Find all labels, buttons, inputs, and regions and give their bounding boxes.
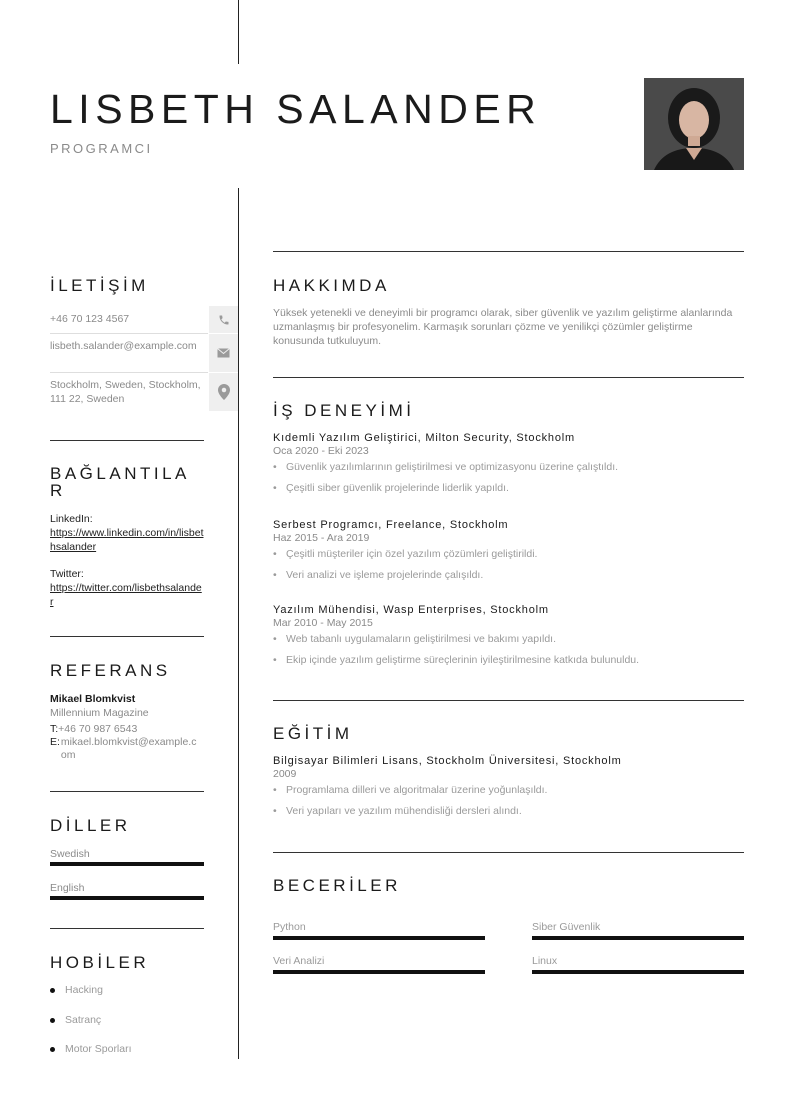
contact-heading: İLETİŞİM — [50, 276, 149, 295]
top-vertical-rule — [238, 0, 239, 64]
skill-name: Siber Güvenlik — [532, 921, 601, 933]
reference-phone-label: T: — [50, 723, 59, 735]
reference-phone: +46 70 987 6543 — [58, 723, 138, 735]
bullet-dot — [50, 1047, 55, 1052]
reference-name: Mikael Blomkvist — [50, 693, 136, 705]
skill-level-bar — [273, 936, 485, 940]
candidate-title: PROGRAMCI — [50, 141, 153, 156]
reference-email: mikael.blomkvist@example.com — [60, 736, 197, 761]
link-label: Twitter: — [50, 568, 84, 580]
link-twitter — [50, 567, 205, 609]
profile-photo — [644, 78, 744, 170]
job-title: Kıdemli Yazılım Geliştirici, Milton Security, Stockholm — [273, 432, 575, 444]
job-bullet: • Güvenlik yazılımlarının geliştirilmesi ve optimizasyonu üzerine çalıştıldı. — [273, 460, 743, 474]
job-bullet: • Veri analizi ve işleme projelerinde çalışıldı. — [273, 568, 743, 582]
about-top-rule — [273, 251, 744, 252]
hobby-label: Motor Sporları — [65, 1043, 132, 1055]
job-date: Haz 2015 - Ara 2019 — [273, 532, 370, 544]
skill-name: Veri Analizi — [273, 955, 325, 967]
job-entry — [273, 432, 743, 495]
contact-divider — [50, 440, 204, 441]
job-entry — [273, 519, 743, 582]
contact-phone: +46 70 123 4567 — [50, 313, 130, 325]
reference-company: Millennium Magazine — [50, 707, 149, 719]
language-level-bar — [50, 896, 204, 900]
skill-name: Python — [273, 921, 306, 933]
candidate-name: LISBETH SALANDER — [50, 86, 542, 132]
languages-divider — [50, 928, 204, 929]
about-heading: HAKKIMDA — [273, 276, 390, 295]
experience-heading: İŞ DENEYİMİ — [273, 401, 415, 420]
job-date: Oca 2020 - Eki 2023 — [273, 445, 369, 457]
column-divider — [238, 188, 239, 1059]
skills-heading: BECERİLER — [273, 876, 401, 895]
skill-name: Linux — [532, 955, 558, 967]
experience-top-rule — [273, 377, 744, 378]
hobby-label: Hacking — [65, 984, 103, 996]
contact-phone-row — [50, 306, 238, 333]
job-bullet: • Web tabanlı uygulamaların geliştirilmesi ve bakımı yapıldı. — [273, 632, 743, 646]
bullet-dot — [50, 988, 55, 993]
language-name: Swedish — [50, 848, 90, 860]
job-entry — [273, 604, 743, 667]
reference-email-label: E: — [50, 736, 60, 748]
link-label: LinkedIn: — [50, 513, 93, 525]
hobby-item — [50, 1043, 200, 1055]
education-bullet: • Veri yapıları ve yazılım mühendisliği dersleri alındı. — [273, 804, 743, 818]
skill-level-bar — [532, 970, 744, 974]
contact-email: lisbeth.salander@example.com — [50, 340, 197, 352]
envelope-icon — [209, 334, 238, 372]
hobby-item — [50, 1014, 200, 1026]
hobby-item — [50, 984, 200, 996]
references-heading: REFERANS — [50, 661, 171, 680]
job-title: Yazılım Mühendisi, Wasp Enterprises, Stockholm — [273, 604, 549, 616]
contact-address: Stockholm, Sweden, Stockholm, 111 22, Sweden — [50, 379, 201, 405]
map-pin-icon — [209, 373, 238, 411]
degree-year: 2009 — [273, 768, 297, 780]
job-bullet: • Çeşitli siber güvenlik projelerinde liderlik yapıldı. — [273, 481, 743, 495]
contact-email-row — [50, 334, 238, 372]
bullet-dot — [50, 1018, 55, 1023]
phone-icon — [209, 306, 238, 333]
about-text: Yüksek yetenekli ve deneyimli bir programcı olarak, siber güvenlik ve yazılım geliştirme alanlarında uzmanlaşmış bir profesyonelim. Karmaşık sorunları çözme ve yenilikçi çözümler geliştirme konusunda tutkuluyum. — [273, 307, 733, 347]
language-level-bar — [50, 862, 204, 866]
references-divider — [50, 791, 204, 792]
hobby-label: Satranç — [65, 1014, 102, 1026]
reference-block — [50, 692, 205, 762]
skills-top-rule — [273, 852, 744, 853]
skill-level-bar — [532, 936, 744, 940]
hobbies-heading: HOBİLER — [50, 953, 150, 972]
education-bullet: • Programlama dilleri ve algoritmalar üzerine yoğunlaşıldı. — [273, 783, 743, 797]
contact-address-row — [50, 373, 238, 411]
link-linkedin — [50, 512, 205, 554]
linkedin-url[interactable]: https://www.linkedin.com/in/lisbethsalander — [50, 527, 204, 553]
degree-title: Bilgisayar Bilimleri Lisans, Stockholm Üniversitesi, Stockholm — [273, 755, 622, 767]
skill-level-bar — [273, 970, 485, 974]
links-heading: BAĞLANTILAR — [50, 464, 190, 500]
education-heading: EĞİTİM — [273, 724, 353, 743]
job-title: Serbest Programcı, Freelance, Stockholm — [273, 519, 509, 531]
twitter-url[interactable]: https://twitter.com/lisbethsalander — [50, 582, 202, 608]
languages-heading: DİLLER — [50, 816, 131, 835]
language-name: English — [50, 882, 85, 894]
education-entry — [273, 755, 743, 818]
job-bullet: • Çeşitli müşteriler için özel yazılım çözümleri geliştirildi. — [273, 547, 743, 561]
links-divider — [50, 636, 204, 637]
job-bullet: • Ekip içinde yazılım geliştirme süreçlerinin iyileştirilmesine katkıda bulunuldu. — [273, 653, 743, 667]
education-top-rule — [273, 700, 744, 701]
job-date: Mar 2010 - May 2015 — [273, 617, 373, 629]
